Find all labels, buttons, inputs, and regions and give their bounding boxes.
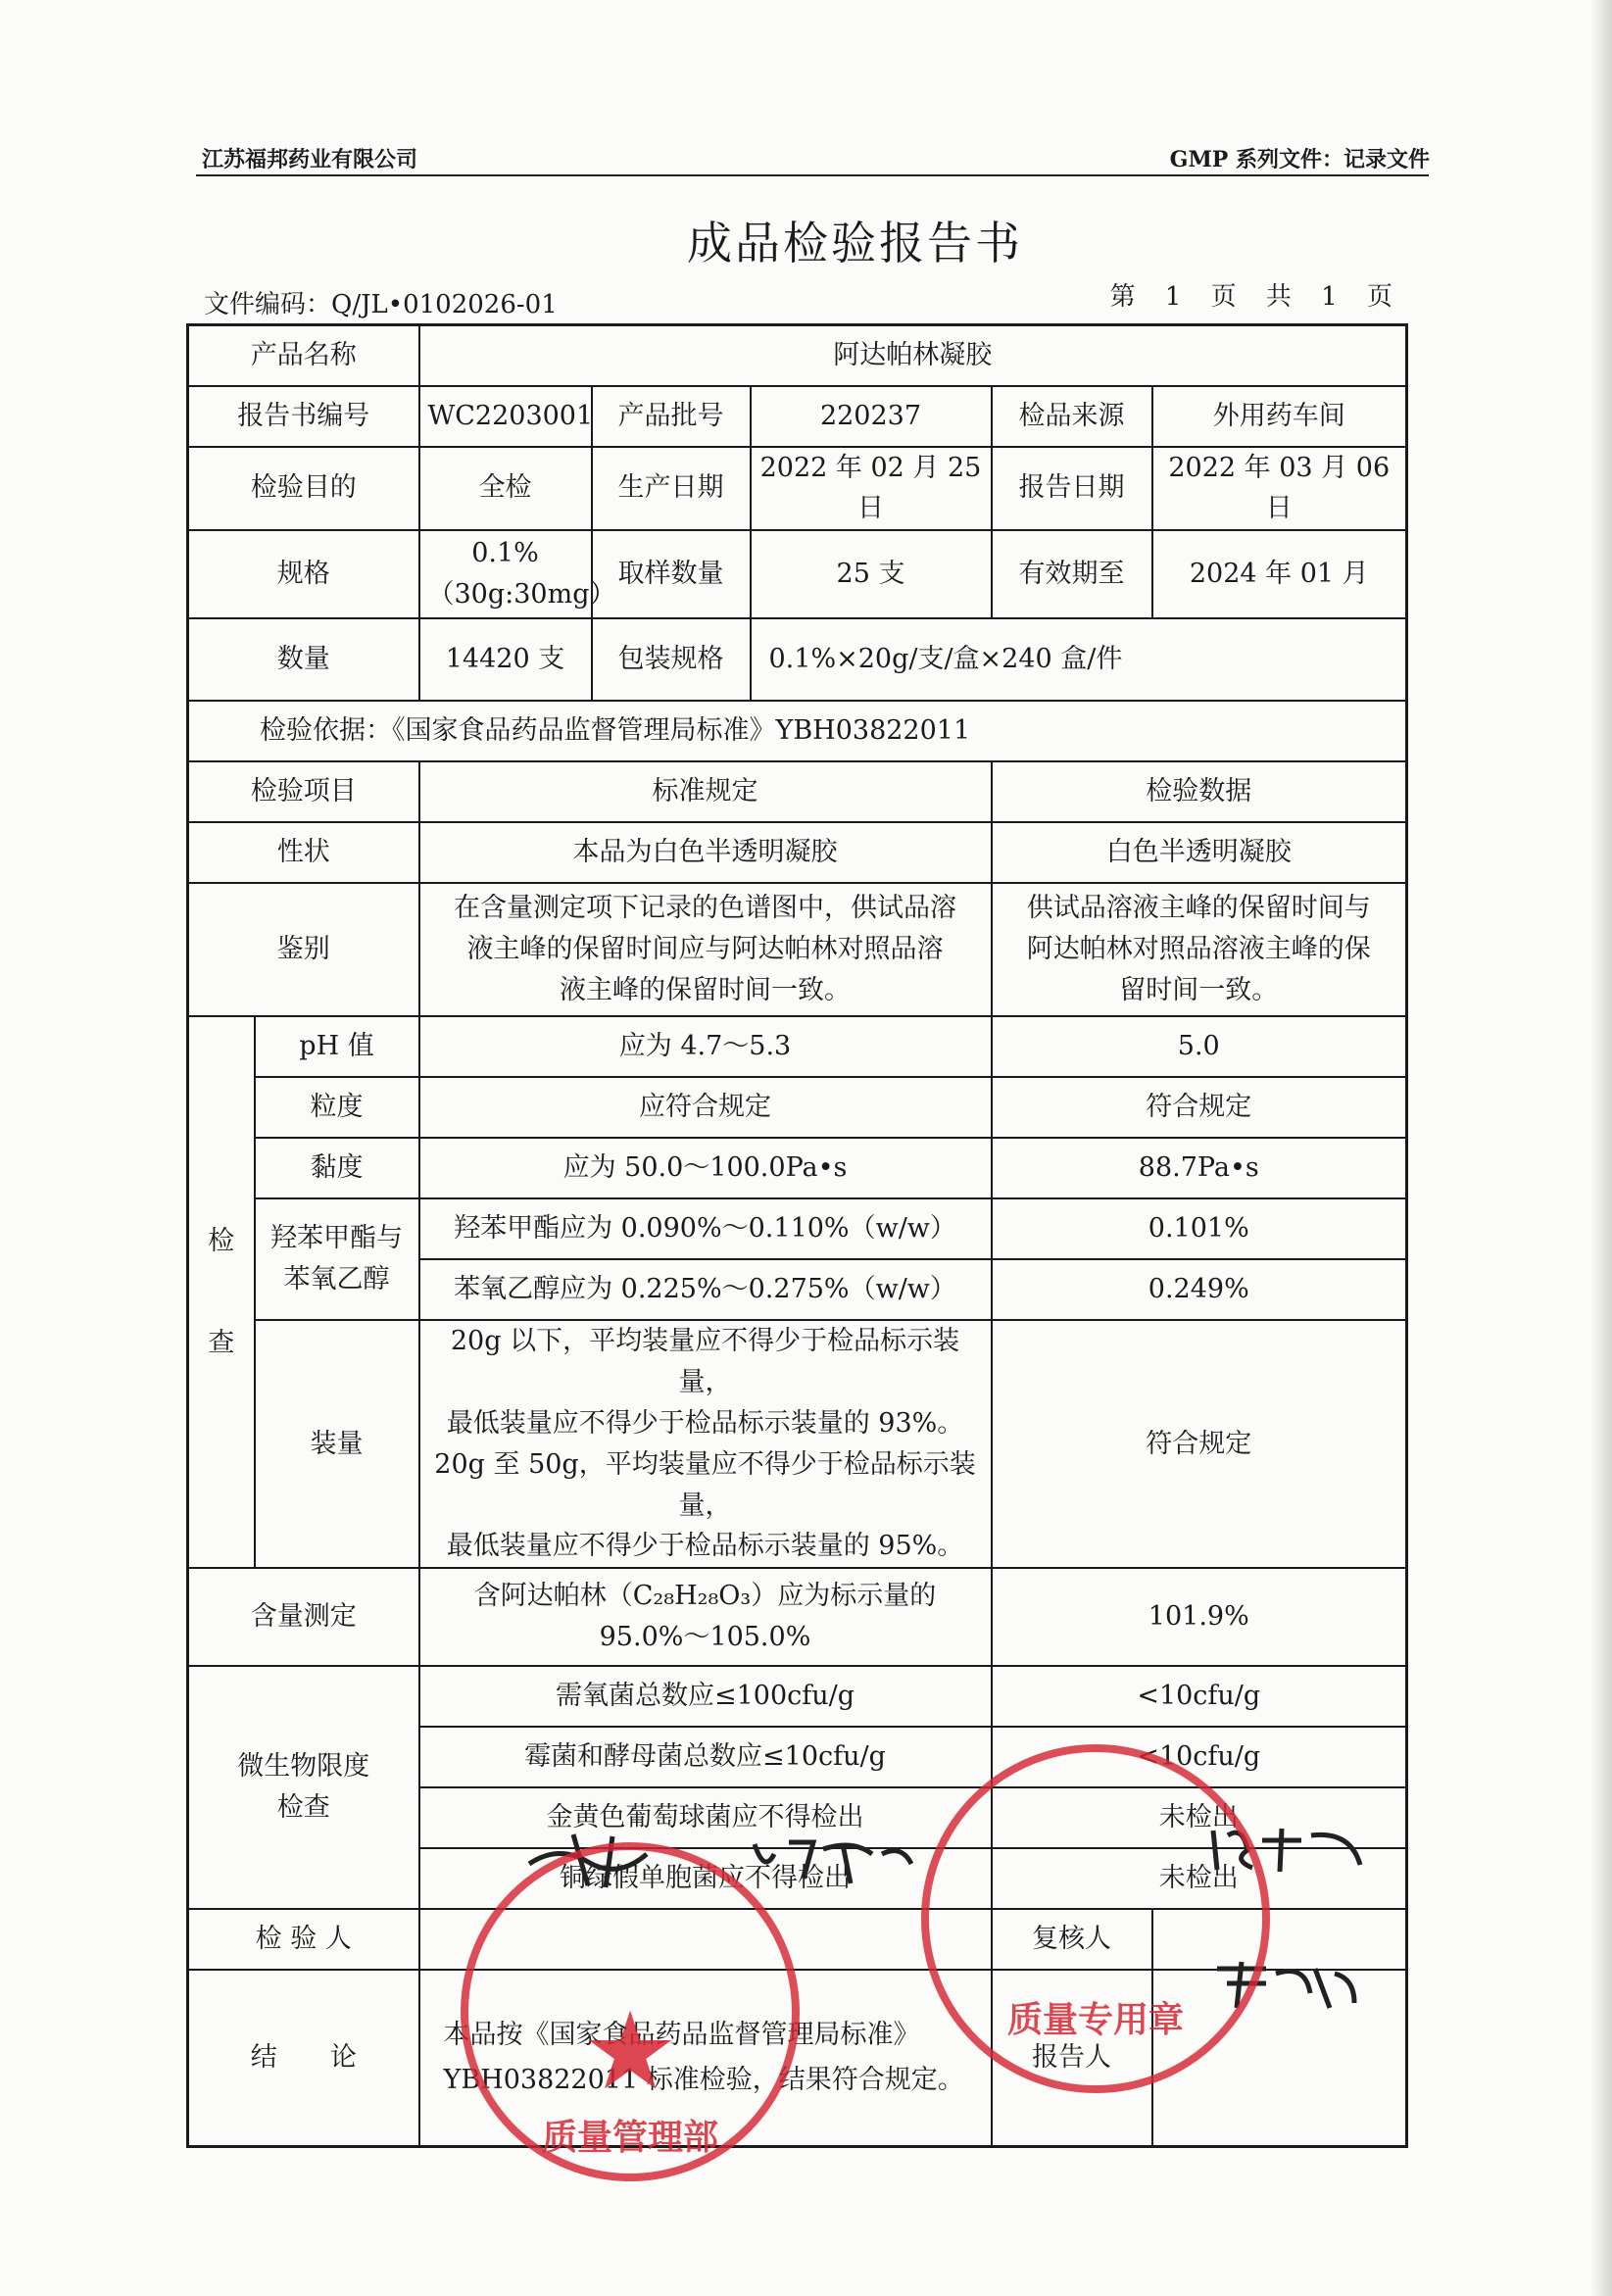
spacer [197, 1262, 246, 1323]
product-name-label: 产品名称 [188, 325, 419, 386]
report-date: 2022 年 03 月 06 日 [1152, 447, 1407, 531]
identification-item: 鉴别 [188, 883, 419, 1016]
text-line: 留时间一致。 [1119, 975, 1279, 1006]
table-row [188, 447, 1407, 531]
table-row [188, 618, 1407, 701]
viscosity-result: 88.7Pa•s [992, 1138, 1407, 1198]
col-result: 检验数据 [992, 761, 1407, 822]
reporter-label: 报告人 [992, 1970, 1152, 2146]
table-header-row [188, 761, 1407, 822]
seal-text: 质量管理部 [541, 2118, 718, 2158]
particle-item: 粒度 [255, 1077, 419, 1138]
fill-item: 装量 [255, 1320, 419, 1568]
page-title: 成品检验报告书 [687, 217, 1023, 269]
staph-standard: 金黄色葡萄球菌应不得检出 [419, 1787, 992, 1848]
text-line: 在含量测定项下记录的色谱图中，供试品溶 [454, 893, 956, 924]
table-row [188, 1198, 1407, 1259]
spec-label: 规格 [188, 530, 419, 618]
table-row [188, 822, 1407, 883]
particle-standard: 应符合规定 [419, 1077, 992, 1138]
text-line: 含阿达帕林（C₂₈H₂₈O₃）应为标示量的 [473, 1581, 937, 1612]
report-date-label: 报告日期 [992, 447, 1152, 531]
source: 外用药车间 [1152, 386, 1407, 447]
viscosity-item: 黏度 [255, 1138, 419, 1198]
table-row [188, 1016, 1407, 1077]
paraben-result: 0.101% [992, 1198, 1407, 1259]
mold-result: <10cfu/g [992, 1727, 1407, 1787]
table-row [188, 325, 1407, 386]
expiry: 2024 年 01 月 [1152, 530, 1407, 618]
table-row [188, 530, 1407, 618]
aerobic-standard: 需氧菌总数应≤100cfu/g [419, 1666, 992, 1727]
ph-standard: 应为 4.7～5.3 [419, 1016, 992, 1077]
micro-item [188, 1666, 419, 1909]
pack-spec: 0.1%×20g/支/盒×240 盒/件 [751, 618, 1407, 701]
table-row [188, 1568, 1407, 1666]
sample-qty-label: 取样数量 [592, 530, 751, 618]
appearance-result: 白色半透明凝胶 [992, 822, 1407, 883]
fill-result: 符合规定 [992, 1320, 1407, 1568]
text-line: 95.0%～105.0% [599, 1622, 811, 1653]
purpose: 全检 [419, 447, 592, 531]
text-line: 苯氧乙醇 [283, 1264, 390, 1295]
table-row [188, 701, 1407, 761]
fill-standard [419, 1320, 992, 1568]
prod-date: 2022 年 02 月 25 日 [751, 447, 992, 531]
document-code: 文件编码：Q/JL•0102026-01 [204, 290, 558, 319]
pack-label: 包装规格 [592, 618, 751, 701]
text-line: 20g 至 50g，平均装量应不得少于检品标示装量， [434, 1448, 976, 1521]
prod-date-label: 生产日期 [592, 447, 751, 531]
company-name: 江苏福邦药业有限公司 [202, 147, 418, 172]
text-line: 本品按《国家食品药品监督管理局标准》 [443, 2020, 920, 2051]
text-line: 检查 [276, 1792, 330, 1824]
text-line: 最低装量应不得少于检品标示装量的 93%。 [446, 1407, 964, 1439]
purpose-label: 检验目的 [188, 447, 419, 531]
header-rule [196, 174, 1429, 176]
page-edge [1590, 0, 1612, 2296]
identification-standard [419, 883, 992, 1016]
check-group-label [188, 1016, 255, 1568]
phenoxy-standard: 苯氧乙醇应为 0.225%～0.275%（w/w） [419, 1259, 992, 1320]
text-line: 检 [208, 1225, 235, 1256]
mold-standard: 霉菌和酵母菌总数应≤10cfu/g [419, 1727, 992, 1787]
conclusion-label: 结 论 [188, 1970, 419, 2146]
expiry-label: 有效期至 [992, 530, 1152, 618]
pseudo-standard: 铜绿假单胞菌应不得检出 [419, 1848, 992, 1909]
aerobic-result: <10cfu/g [992, 1666, 1407, 1727]
qa-department-seal [461, 1842, 800, 2181]
identification-result [992, 883, 1407, 1016]
sample-qty: 25 支 [751, 530, 992, 618]
assay-item: 含量测定 [188, 1568, 419, 1666]
quantity-label: 数量 [188, 618, 419, 701]
table-row [188, 386, 1407, 447]
report-no: WC2203001 [419, 386, 592, 447]
text-line: 供试品溶液主峰的保留时间与 [1026, 893, 1371, 924]
batch-no: 220237 [751, 386, 992, 447]
source-label: 检品来源 [992, 386, 1152, 447]
text-line: 微生物限度 [237, 1751, 370, 1783]
appearance-item: 性状 [188, 822, 419, 883]
phenoxy-result: 0.249% [992, 1259, 1407, 1320]
text-line: 液主峰的保留时间应与阿达帕林对照品溶 [466, 934, 944, 965]
text-line: 液主峰的保留时间一致。 [560, 975, 851, 1006]
inspection-basis: 检验依据：《国家食品药品监督管理局标准》YBH03822011 [188, 701, 1407, 761]
table-row [188, 1138, 1407, 1198]
report-no-label: 报告书编号 [188, 386, 419, 447]
text-line: 最低装量应不得少于检品标示装量的 95%。 [446, 1531, 964, 1562]
text-line: YBH03822011 标准检验，结果符合规定。 [443, 2065, 964, 2095]
inspector-label: 检 验 人 [188, 1909, 419, 1970]
ph-item: pH 值 [255, 1016, 419, 1077]
assay-standard [419, 1568, 992, 1666]
preservative-item [255, 1198, 419, 1320]
quantity: 14420 支 [419, 618, 592, 701]
page-info: 第 1 页 共 1 页 [1109, 282, 1392, 312]
pseudo-result: 未检出 [992, 1848, 1407, 1909]
spec-line: （30g:30mg） [427, 579, 616, 611]
table-row [188, 1077, 1407, 1138]
batch-label: 产品批号 [592, 386, 751, 447]
particle-result: 符合规定 [992, 1077, 1407, 1138]
appearance-standard: 本品为白色半透明凝胶 [419, 822, 992, 883]
text-line: 阿达帕林对照品溶液主峰的保 [1026, 934, 1371, 965]
spec [419, 530, 616, 618]
spec-line: 0.1% [471, 538, 539, 569]
star-icon: ★ [581, 1988, 679, 2114]
col-standard: 标准规定 [419, 761, 992, 822]
text-line: 羟苯甲酯与 [270, 1223, 403, 1254]
col-item: 检验项目 [188, 761, 419, 822]
text-line: 查 [208, 1327, 235, 1358]
table-row [188, 1666, 1407, 1727]
table-row [188, 883, 1407, 1016]
doc-series: GMP 系列文件：记录文件 [1169, 147, 1430, 172]
seal-text: 质量专用章 [1006, 2000, 1184, 2040]
text-line: 20g 以下，平均装量应不得少于检品标示装量， [450, 1326, 960, 1398]
assay-result: 101.9% [992, 1568, 1407, 1666]
reviewer-label: 复核人 [992, 1909, 1152, 1970]
ph-result: 5.0 [992, 1016, 1407, 1077]
table-row [188, 1320, 1407, 1568]
viscosity-standard: 应为 50.0～100.0Pa•s [419, 1138, 992, 1198]
product-name: 阿达帕林凝胶 [419, 325, 1407, 386]
staph-result: 未检出 [992, 1787, 1407, 1848]
paraben-standard: 羟苯甲酯应为 0.090%～0.110%（w/w） [419, 1198, 992, 1259]
qc-seal [921, 1744, 1270, 2093]
